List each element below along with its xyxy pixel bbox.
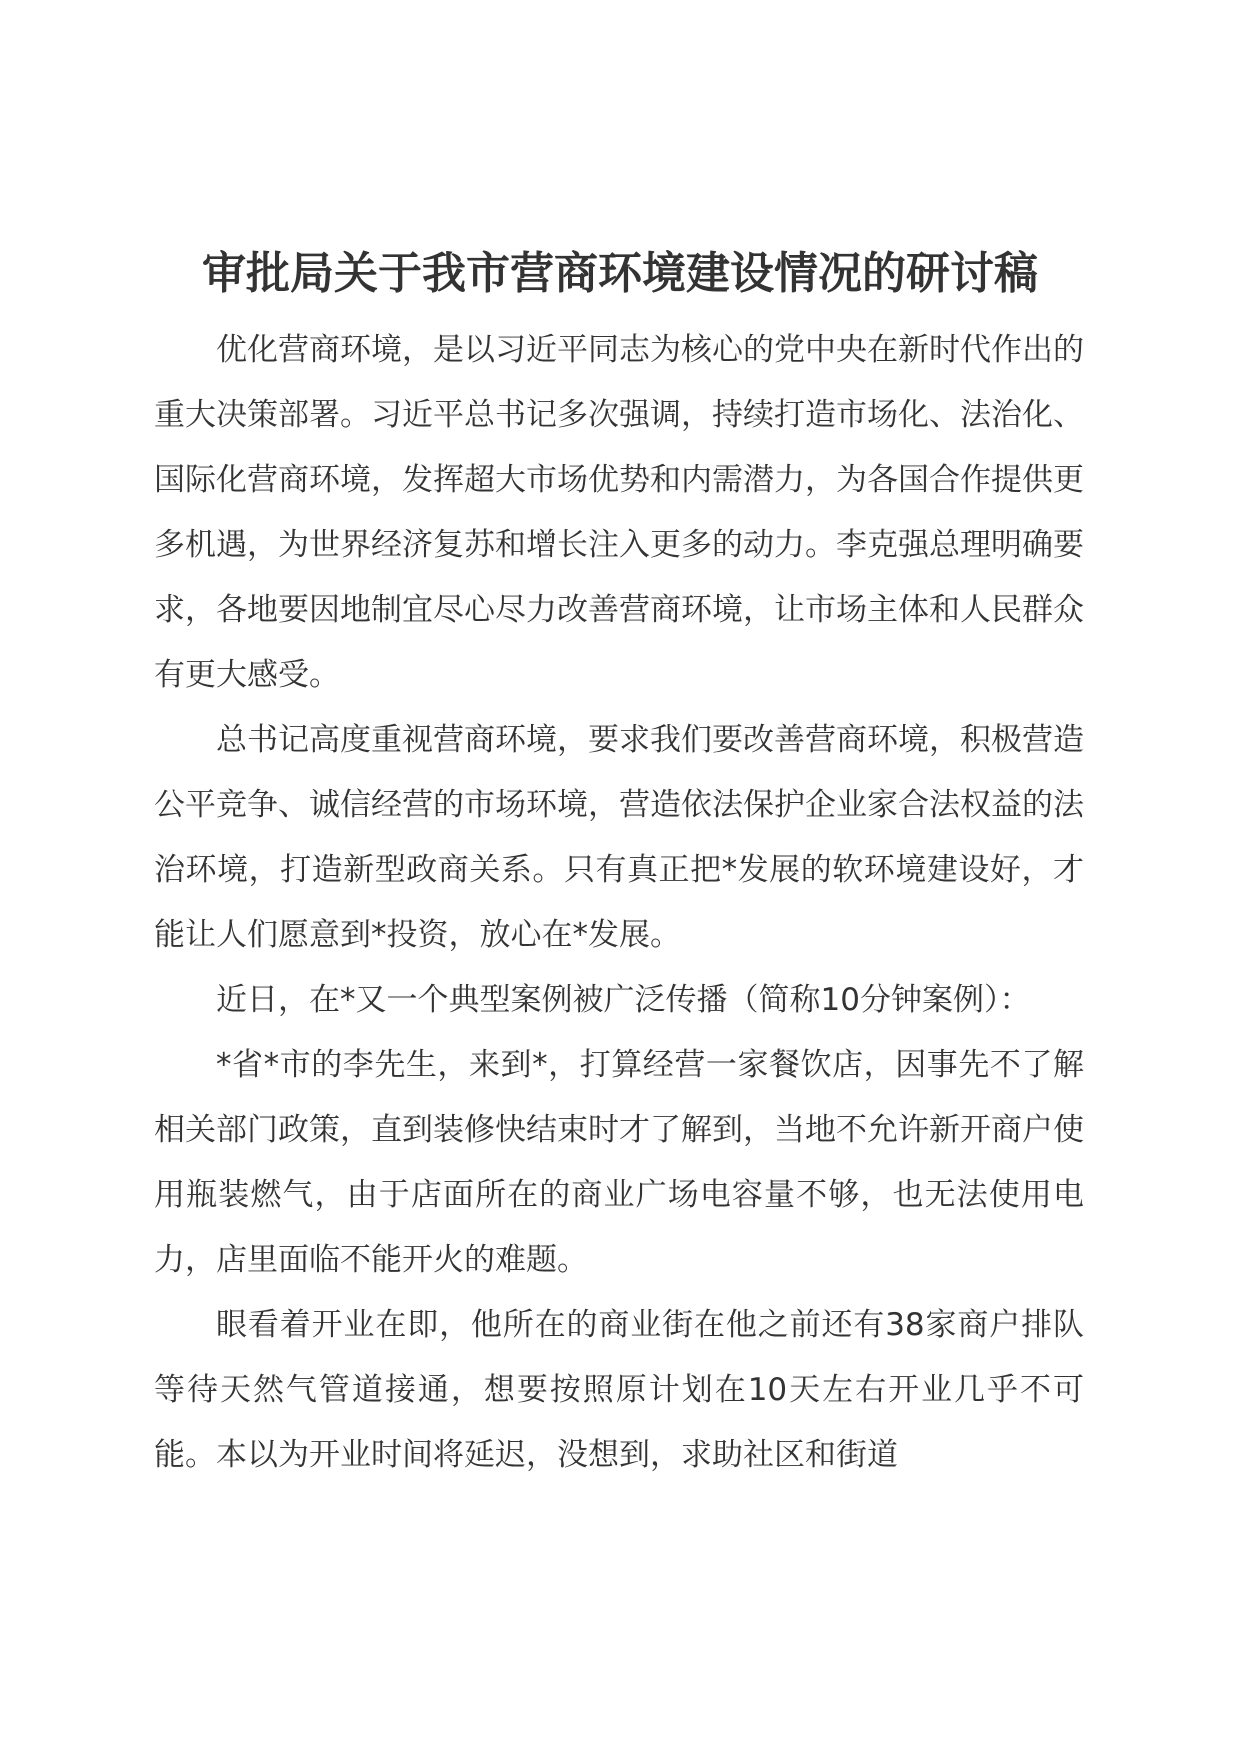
paragraph-1: 优化营商环境，是以习近平同志为核心的党中央在新时代作出的重大决策部署。习近平总书记多次强调，持续打造市场化、法治化、国际化营商环境，发挥超大市场优势和内需潜力，为各国合作提供更多机遇，为世界经济复苏和增长注入更多的动力。李克强总理明确要求，各地要因地制宜尽心尽力改善营商环境，让市场主体和人民群众有更大感受。	[154, 332, 1084, 693]
paragraph-4: *省*市的李先生，来到*，打算经营一家餐饮店，因事先不了解相关部门政策，直到装修快结束时才了解到，当地不允许新开商户使用瓶装燃气，由于店面所在的商业广场电容量不够，也无法使用电力，店里面临不能开火的难题。	[154, 1047, 1084, 1278]
paragraph-5: 眼看着开业在即，他所在的商业街在他之前还有38家商户排队等待天然气管道接通，想要按照原计划在10天左右开业几乎不可能。本以为开业时间将延迟，没想到，求助社区和街道	[154, 1307, 1084, 1473]
document-title: 审批局关于我市营商环境建设情况的研讨稿	[202, 248, 1038, 299]
document-body	[154, 318, 1084, 1488]
paragraph-2: 总书记高度重视营商环境，要求我们要改善营商环境，积极营造公平竞争、诚信经营的市场环境，营造依法保护企业家合法权益的法治环境，打造新型政商关系。只有真正把*发展的软环境建设好，才能让人们愿意到*投资，放心在*发展。	[154, 722, 1084, 953]
paragraph-3: 近日，在*又一个典型案例被广泛传播（简称10分钟案例）：	[216, 982, 1031, 1018]
